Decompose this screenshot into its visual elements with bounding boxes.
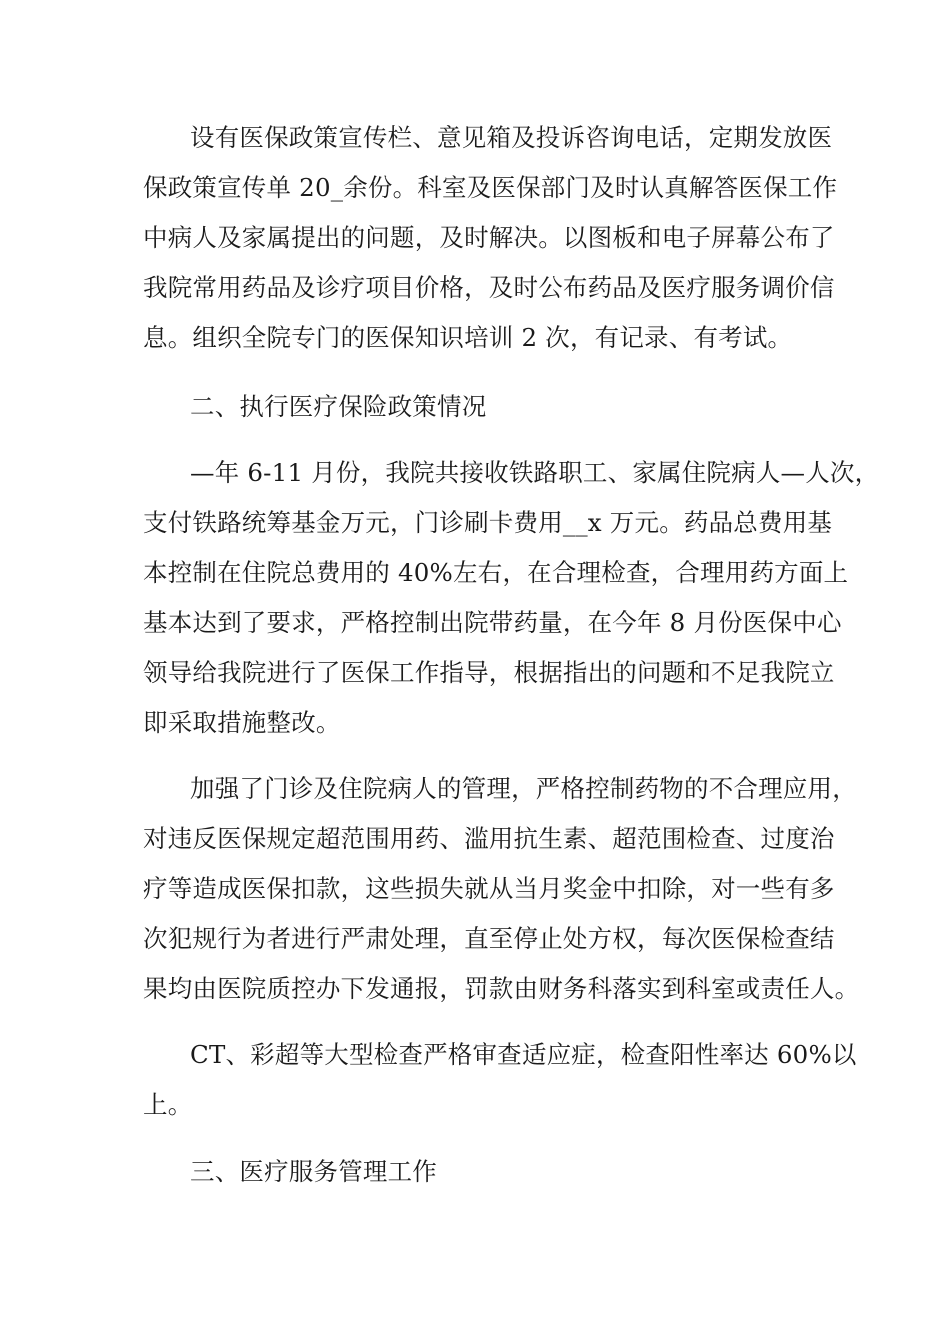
text-line: 疗等造成医保扣款，这些损失就从当月奖金中扣除，对一些有多	[143, 874, 835, 903]
text-line: 加强了门诊及住院病人的管理，严格控制药物的不合理应用，	[190, 774, 857, 803]
text-line: 次犯规行为者进行严肃处理，直至停止处方权，每次医保检查结	[143, 924, 835, 953]
text-line: 中病人及家属提出的问题，及时解决。以图板和电子屏幕公布了	[143, 223, 835, 252]
text-line: —年 6-11 月份，我院共接收铁路职工、家属住院病人—人次，	[190, 458, 880, 487]
text-line: 果均由医院质控办下发通报，罚款由财务科落实到科室或责任人。	[143, 974, 860, 1003]
text-line: 即采取措施整改。	[143, 708, 341, 737]
text-line: 设有医保政策宣传栏、意见箱及投诉咨询电话，定期发放医	[190, 123, 833, 152]
section-heading-3: 三、医疗服务管理工作	[190, 1157, 437, 1186]
section-heading-2: 二、执行医疗保险政策情况	[190, 392, 487, 421]
text-line: 支付铁路统筹基金万元，门诊刷卡费用__x 万元。药品总费用基	[143, 508, 833, 537]
text-line: 基本达到了要求，严格控制出院带药量，在今年 8 月份医保中心	[143, 608, 842, 637]
text-line: 本控制在住院总费用的 40%左右，在合理检查，合理用药方面上	[143, 558, 849, 587]
text-line: 我院常用药品及诊疗项目价格，及时公布药品及医疗服务调价信	[143, 273, 835, 302]
text-line: 领导给我院进行了医保工作指导，根据指出的问题和不足我院立	[143, 658, 835, 687]
text-line: CT、彩超等大型检查严格审查适应症，检查阳性率达 60%以	[190, 1040, 857, 1069]
text-line: 对违反医保规定超范围用药、滥用抗生素、超范围检查、过度治	[143, 824, 835, 853]
text-line: 保政策宣传单 20_余份。科室及医保部门及时认真解答医保工作	[143, 173, 838, 202]
text-line: 上。	[143, 1090, 193, 1119]
text-line: 息。组织全院专门的医保知识培训 2 次，有记录、有考试。	[143, 323, 793, 352]
